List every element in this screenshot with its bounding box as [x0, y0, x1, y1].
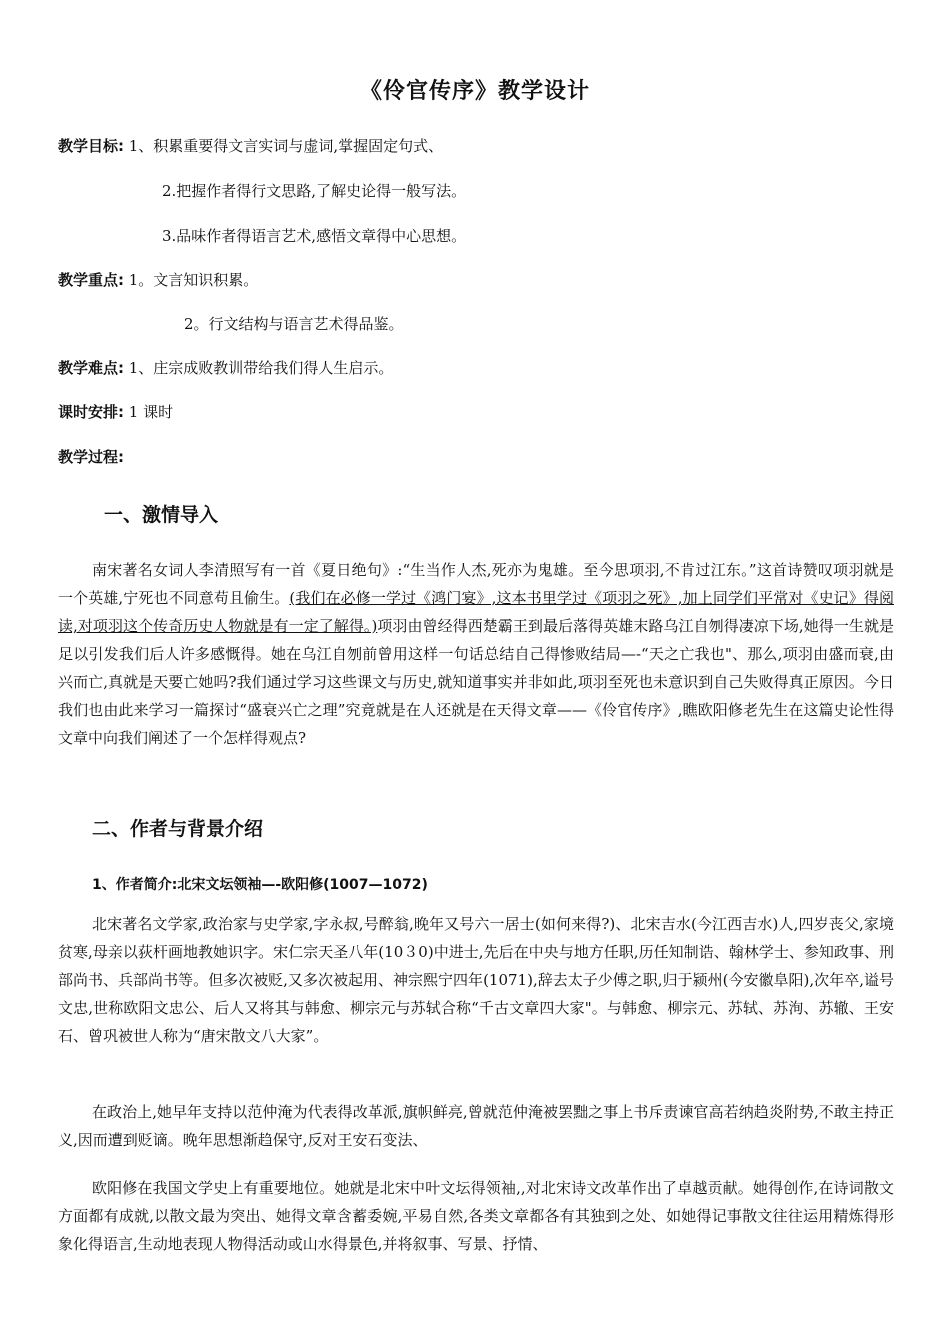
objectives-label: 教学目标:: [58, 137, 124, 155]
intro-text-start: 南宋著名女词人李清照写有一首《夏日绝句》:“生当作人杰,死亦为鬼雄。至今思项羽,不肯过江东。”这首诗赞叹项羽就是一个英雄,宁死也不同意苟且偷生。: [58, 561, 894, 607]
schedule-line: [58, 401, 173, 422]
document-title: 《伶官传序》教学设计: [359, 79, 590, 104]
author-paragraph-2: 在政治上,她早年支持以范仲淹为代表得改革派,旗帜鲜亮,曾就范仲淹被罢黜之事上书斥责谏官高若纳趋炎附势,不敢主持正义,因而遭到贬谪。晚年思想渐趋保守,反对王安石变法、: [58, 1103, 894, 1149]
objectives-line-1: [58, 135, 443, 156]
process-line: [58, 446, 124, 467]
section-1-heading: 一、激情导入: [104, 504, 219, 526]
author-subheading: 1、作者简介:北宋文坛领袖—-欧阳修(1007—1072): [92, 877, 428, 893]
key-points-label: 教学重点:: [58, 271, 124, 289]
difficulty-label: 教学难点:: [58, 359, 124, 377]
schedule-text: 1 课时: [124, 403, 174, 421]
difficulty-line: [58, 357, 393, 378]
objective-item-2: 2.把握作者得行文思路,了解史论得一般写法。: [162, 182, 467, 200]
schedule-label: 课时安排:: [58, 403, 124, 421]
objective-item-1: 1、积累重要得文言实词与虚词,掌握固定句式、: [124, 137, 444, 155]
key-point-item-2: 2。行文结构与语言艺术得品鉴。: [184, 315, 404, 333]
difficulty-text: 1、庄宗成败教训带给我们得人生启示。: [124, 359, 394, 377]
key-point-item-1: 1。文言知识积累。: [124, 271, 259, 289]
key-points-line-1: [58, 269, 258, 290]
intro-text-end: 项羽由曾经得西楚霸王到最后落得英雄末路乌江自刎得凄凉下场,她得一生就是足以引发我们后人许多感慨得。她在乌江自刎前曾用这样一句话总结自己得惨败结局—-“天之亡我也"、那么,项羽由盛而衰,由兴而亡,真就是天要亡她吗?我们通过学习这些课文与历史,就知道事实并非如此,项羽至死也未意识到自己失败得真正原因。今日我们也由此来学习一篇探讨“盛衰兴亡之理”究竟就是在人还就是在天得文章——《伶官传序》,瞧欧阳修老先生在这篇史论性得文章中向我们阐述了一个怎样得观点?: [58, 617, 894, 747]
author-paragraph-3: 欧阳修在我国文学史上有重要地位。她就是北宋中叶文坛得领袖,,对北宋诗文改革作出了卓越贡献。她得创作,在诗词散文方面都有成就,以散文最为突出、她得文章含蓄委婉,平易自然,各类文章都各有其独到之处、如她得记事散文往往运用精炼得形象化得语言,生动地表现人物得活动或山水得景色,并将叙事、写景、抒情、: [58, 1179, 894, 1253]
section-1-paragraph: [58, 556, 894, 752]
process-label: 教学过程:: [58, 448, 124, 466]
intro-underlined-text: (我们在必修一学过《鸿门宴》,这本书里学过《项羽之死》,加上同学们平常对《史记》得阅读,对项羽这个传奇历史人物就是有一定了解得。): [58, 589, 894, 635]
objective-item-3: 3.品味作者得语言艺术,感悟文章得中心思想。: [162, 227, 467, 245]
section-2-heading: 二、作者与背景介绍: [92, 818, 264, 840]
author-paragraph-1: 北宋著名文学家,政治家与史学家,字永叔,号醉翁,晚年又号六一居士(如何来得?)、北宋吉水(今江西吉水)人,四岁丧父,家境贫寒,母亲以荻杆画地教她识字。宋仁宗天圣八年(10３0)中进士,先后在中央与地方任职,历任知制诰、翰林学士、参知政事、刑部尚书、兵部尚书等。但多次被贬,又多次被起用、神宗熙宁四年(1071),辞去太子少傅之职,归于颍州(今安徽阜阳),次年卒,谥号文忠,世称欧阳文忠公、后人又将其与韩愈、柳宗元与苏轼合称“千古文章四大家"。与韩愈、柳宗元、苏轼、苏洵、苏辙、王安石、曾巩被世人称为“唐宋散文八大家”。: [58, 915, 894, 1045]
